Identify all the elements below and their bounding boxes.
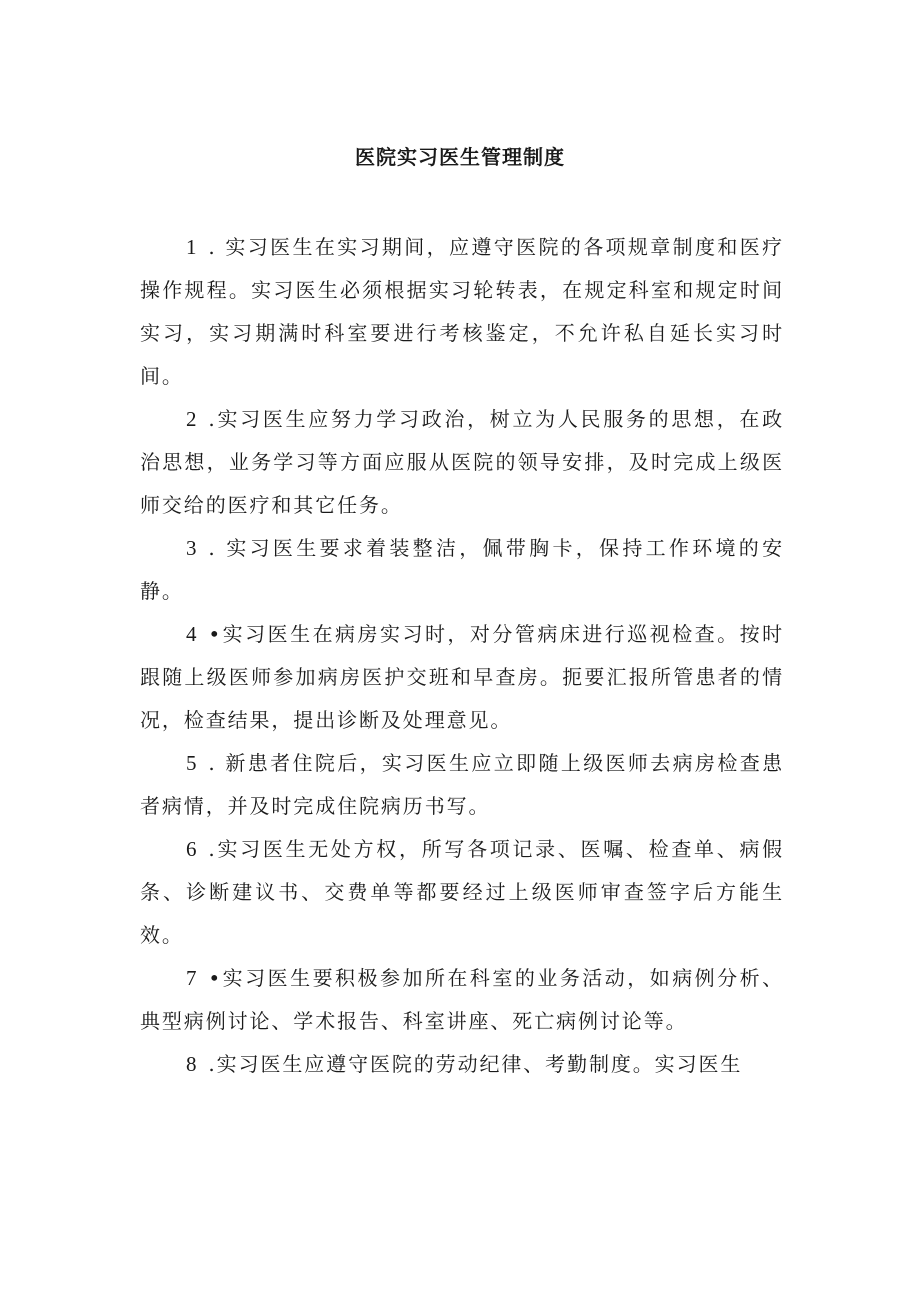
paragraph-text: .实习医生应遵守医院的劳动纪律、考勤制度。实习医生 (208, 1052, 743, 1076)
paragraph-3 (140, 527, 784, 613)
paragraph-2 (140, 398, 784, 527)
paragraph-text: . 实习医生在实习期间，应遵守医院的各项规章制度和医疗操作规程。实习医生必须根据实习轮转表，在规定科室和规定时间实习，实习期满时科室要进行考核鉴定，不允许私自延长实习时间。 (140, 235, 784, 388)
paragraph-text: .实习医生无处方权，所写各项记录、医嘱、检查单、病假条、诊断建议书、交费单等都要经过上级医师审查签字后方能生效。 (140, 837, 784, 947)
paragraph-7 (140, 957, 784, 1043)
paragraph-8 (140, 1043, 784, 1086)
paragraph-text: •实习医生要积极参加所在科室的业务活动，如病例分析、典型病例讨论、学术报告、科室讲座、死亡病例讨论等。 (140, 966, 784, 1033)
paragraph-6 (140, 828, 784, 957)
paragraph-text: . 实习医生要求着装整洁，佩带胸卡，保持工作环境的安静。 (140, 536, 784, 603)
paragraph-number: 6 (186, 837, 199, 861)
page-title: 医院实习医生管理制度 (355, 145, 565, 169)
paragraph-text: .实习医生应努力学习政治，树立为人民服务的思想，在政治思想，业务学习等方面应服从医院的领导安排，及时完成上级医师交给的医疗和其它任务。 (140, 407, 784, 517)
paragraph-1 (140, 226, 784, 398)
paragraph-number: 5 (186, 751, 199, 775)
paragraph-5 (140, 742, 784, 828)
paragraph-number: 2 (186, 407, 199, 431)
document-body (140, 226, 784, 1086)
paragraph-number: 1 (186, 235, 199, 259)
paragraph-text: . 新患者住院后，实习医生应立即随上级医师去病房检查患者病情，并及时完成住院病历书写。 (140, 751, 784, 818)
paragraph-4 (140, 613, 784, 742)
paragraph-number: 7 (186, 966, 199, 990)
paragraph-number: 3 (186, 536, 199, 560)
paragraph-number: 8 (186, 1052, 199, 1076)
paragraph-number: 4 (186, 622, 199, 646)
paragraph-text: •实习医生在病房实习时，对分管病床进行巡视检查。按时跟随上级医师参加病房医护交班和早查房。扼要汇报所管患者的情况，检查结果，提出诊断及处理意见。 (140, 622, 784, 732)
